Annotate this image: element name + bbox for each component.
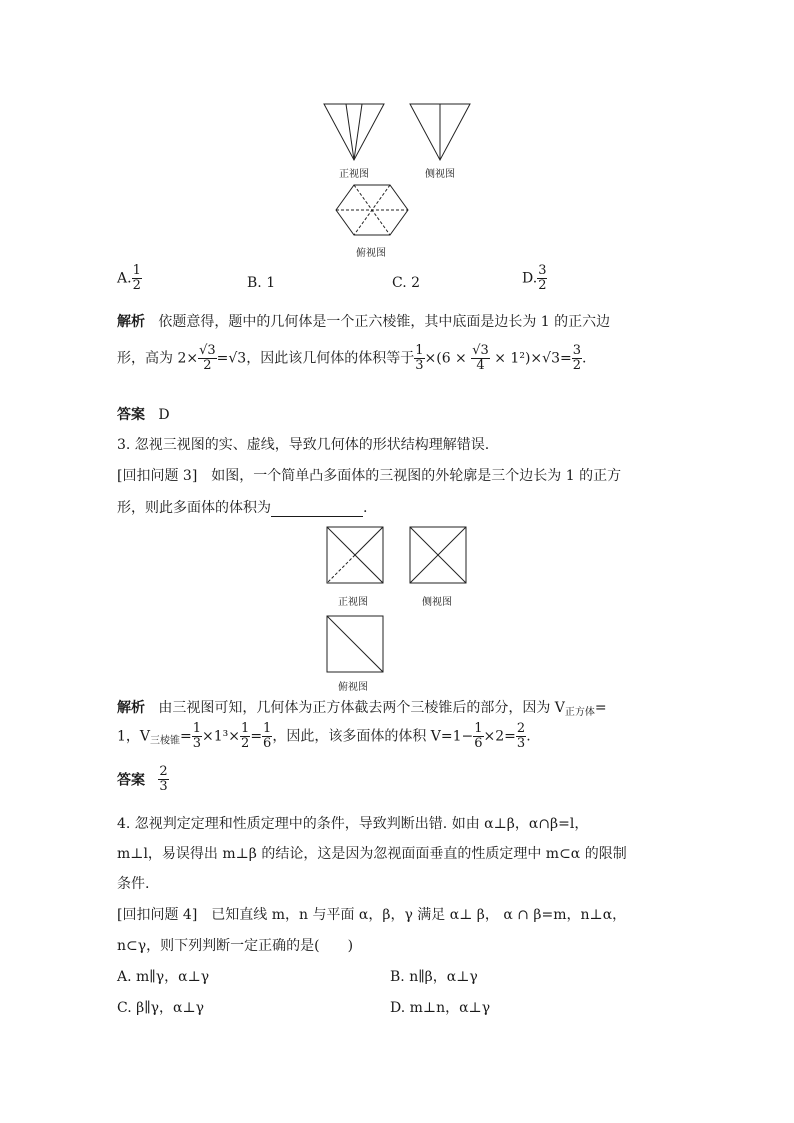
item4-question-line2: n⊂γ，则下列判断一定正确的是( ) — [117, 938, 354, 954]
solution-label: 解析 — [117, 700, 145, 716]
q2-option-c[interactable]: C. 2 — [392, 275, 421, 291]
fraction-one-half: $\frac{1}{2}$ — [241, 721, 250, 751]
fraction-sqrt3-over-4: $\frac{√3}{4}$ — [472, 343, 489, 373]
q2-option-a[interactable]: A. $\frac{1}{2}$ — [117, 263, 141, 293]
fraction-answer-three-halves: $\frac{3}{2}$ — [572, 343, 581, 373]
q3-solution-line2: 1，$V_{三棱锥}=$ $\frac{1}{3}$ ×1³× $\frac{1}{2}$ = $\frac{1}{6}$ ，因此，该多面体的体积 V=1− $\frac{1}{6}$ ×2= $\frac{2}{3}$ . — [117, 721, 531, 751]
answer-blank[interactable] — [271, 502, 363, 517]
q3-answer — [117, 765, 169, 794]
answer-value: D — [158, 407, 170, 423]
q4-option-c[interactable]: C. β∥γ，α⊥γ — [117, 1000, 205, 1016]
fraction-three-halves: $\frac{3}{2}$ — [538, 263, 547, 293]
cube-front-view-caption: 正视图 — [338, 597, 368, 608]
fraction-one-third: $\frac{1}{3}$ — [415, 343, 424, 373]
item4-question-line1: [回扣问题 4] 已知直线 m，n 与平面 α，β，γ 满足 α⊥ β， α ∩ β=m，n⊥α， — [117, 907, 627, 923]
answer-fraction-two-thirds: $\frac{2}{3}$ — [159, 764, 168, 794]
item3-title: 3. 忽视三视图的实、虚线，导致几何体的形状结构理解错误. — [117, 437, 490, 453]
answer-label: 答案 — [117, 407, 145, 423]
q2-option-b[interactable]: B. 1 — [247, 275, 276, 291]
fraction-one-third: $\frac{1}{3}$ — [192, 721, 202, 751]
q4-option-d[interactable]: D. m⊥n，α⊥γ — [390, 1000, 491, 1016]
front-view-caption: 正视图 — [339, 169, 369, 180]
item4-line3: 条件. — [117, 876, 150, 892]
q2-answer — [117, 404, 170, 424]
q4-option-b[interactable]: B. n∥β，α⊥γ — [390, 969, 478, 985]
item4-line1: 4. 忽视判定定理和性质定理中的条件，导致判断出错. 如由 α⊥β，α∩β=l， — [117, 816, 589, 832]
fraction-one-sixth: $\frac{1}{6}$ — [263, 721, 272, 751]
q2-solution-line2: 形，高为 2× $\frac{√3}{2}$ =√3，因此该几何体的体积等于 $\frac{1}{3}$ ×(6 × $\frac{√3}{4}$ × 1²)×√3= $\frac{3}{2}$ . — [117, 343, 587, 373]
top-view-caption: 俯视图 — [356, 248, 386, 259]
cube-side-view-caption: 侧视图 — [422, 597, 452, 608]
q4-option-a[interactable]: A. m∥γ，α⊥γ — [117, 969, 210, 985]
fraction-one-half: $\frac{1}{2}$ — [132, 263, 141, 293]
fraction-sqrt3-over-2: $\frac{√3}{2}$ — [199, 343, 216, 373]
fraction-two-thirds: $\frac{2}{3}$ — [516, 721, 526, 751]
figure-cube-views — [322, 523, 472, 691]
cube-top-view-caption: 俯视图 — [338, 682, 368, 693]
figure-hexagonal-pyramid-views — [318, 98, 478, 260]
q2-solution-line1: 解析 依题意得，题中的几何体是一个正六棱锥，其中底面是边长为 1 的正六边 — [117, 314, 611, 330]
side-view-caption: 侧视图 — [425, 169, 455, 180]
solution-label: 解析 — [117, 314, 145, 330]
q3-solution-line1: 解析 由三视图可知，几何体为正方体截去两个三棱锥后的部分，因为 $V_{正方体}=$ — [117, 700, 607, 718]
item3-question-line1: [回扣问题 3] 如图，一个简单凸多面体的三视图的外轮廓是三个边长为 1 的正方 — [117, 468, 622, 484]
item3-question-line2: 形，则此多面体的体积为 . — [117, 500, 368, 516]
fraction-one-sixth-b: $\frac{1}{6}$ — [474, 721, 483, 751]
q2-option-d[interactable]: D. $\frac{3}{2}$ — [522, 263, 547, 293]
answer-label: 答案 — [117, 772, 145, 789]
item4-line2: m⊥l，易误得出 m⊥β 的结论，这是因为忽视面面垂直的性质定理中 m⊂α 的限制 — [117, 846, 627, 862]
